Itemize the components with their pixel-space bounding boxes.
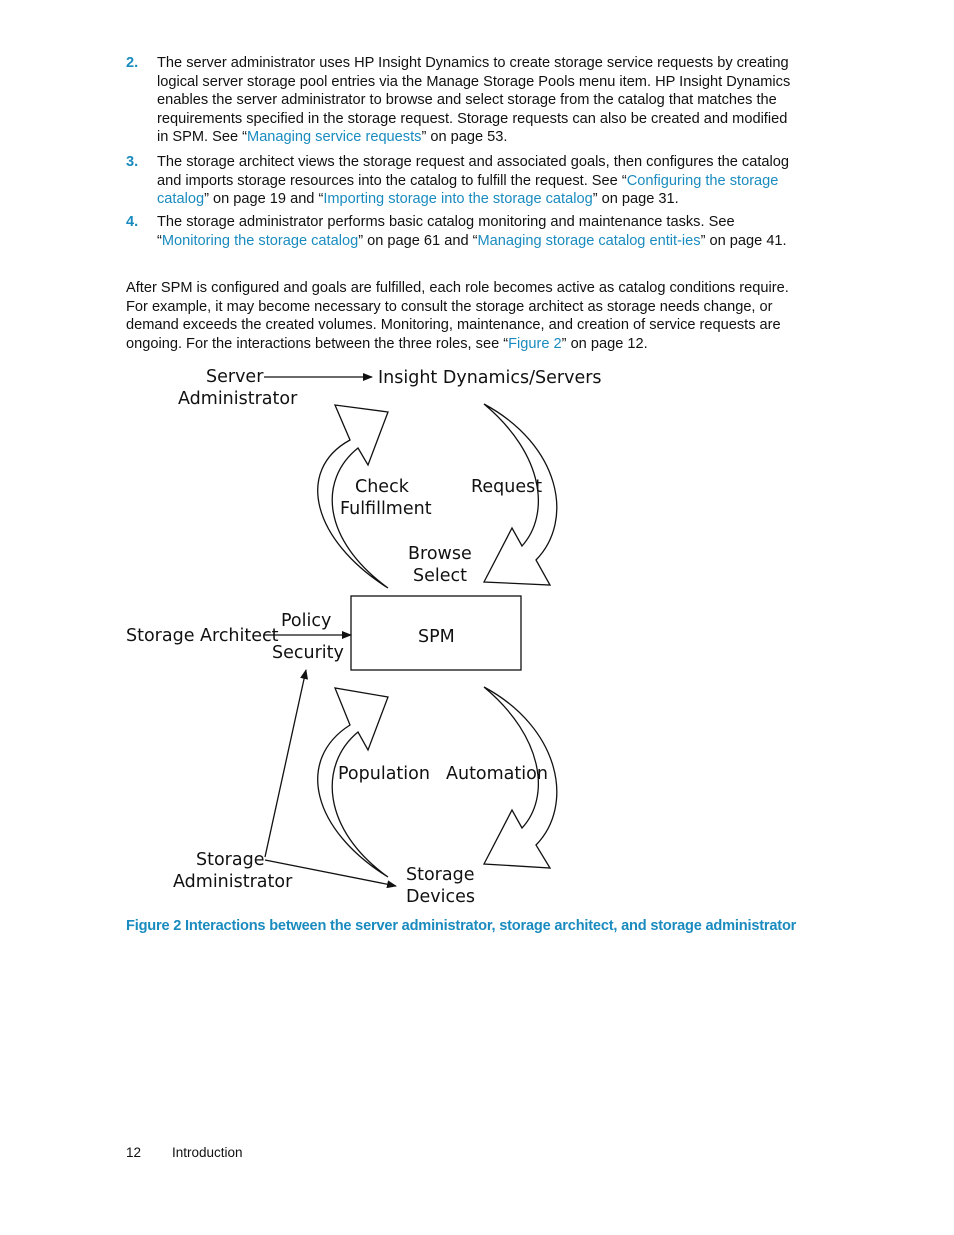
label-storage-administrator: Administrator [173,872,293,892]
text-run: ” on page 12. [561,335,648,352]
label-storage-devices-2: Devices [406,887,475,907]
link-managing-catalog-entities[interactable]: Managing storage catalog entit-ies [477,232,701,249]
text-run: The storage administrator performs basic catalog monitoring and maintenance tasks. See “ [157,214,735,249]
link-configuring-storage-catalog[interactable]: Configuring the storage catalog [157,172,779,208]
footer-section: Introduction [172,1145,243,1160]
label-server: Server [206,367,264,387]
text-run: ” on page 53. [421,129,508,146]
admin-to-security-arrow [265,670,306,857]
text-run: ” on page 61 and “ [358,232,478,249]
text-run: ” on page 31. [592,191,679,208]
label-check: Check [355,477,409,497]
label-policy: Policy [281,611,332,631]
label-population: Population [338,764,430,784]
label-insight-dynamics: Insight Dynamics/Servers [378,368,602,388]
text-run: The server administrator uses HP Insight Dynamics to create storage service requests by creating logical server storage pool entries via the Manage Storage Pools menu item. HP Insight Dynamics enables the server administrator to browse and select storage from the catalog that matches the requirements specified in the storage request. Storage requests can also be created and modified in SPM. See “ [157,55,791,146]
text-run: After SPM is configured and goals are fulfilled, each role becomes active as catalog conditions require. For example, it may become necessary to consult the storage architect as storage needs change, or demand exceeds the created volumes. Monitoring, maintenance, and creation of service requests are ongoing. For the interactions between the three roles, see “ [126,280,789,352]
label-fulfillment: Fulfillment [340,499,432,519]
text-run: ” on page 19 and “ [204,191,324,208]
link-figure-2[interactable]: Figure 2 [508,335,562,352]
label-administrator: Administrator [178,389,298,409]
label-automation: Automation [446,764,548,784]
link-importing-storage[interactable]: Importing storage into the storage catalog [323,191,593,208]
label-storage: Storage [196,850,265,870]
figure-caption: Figure 2 Interactions between the server administrator, storage architect, and storage administrator [126,918,797,934]
list-number: 2. [126,55,139,71]
label-storage-architect: Storage Architect [126,626,279,646]
label-browse: Browse [408,544,472,564]
label-spm: SPM [418,627,455,647]
list-number: 4. [126,214,139,230]
link-managing-service-requests[interactable]: Managing service requests [247,129,422,146]
list-number: 3. [126,154,139,170]
label-select: Select [413,566,467,586]
link-monitoring-storage-catalog[interactable]: Monitoring the storage catalog [161,232,359,249]
text-run: The storage architect views the storage request and associated goals, then configures the catalog and imports storage resources into the catalog to fulfill the request. See “ [157,154,789,189]
label-request: Request [471,477,543,497]
text-run: ” on page 41. [700,232,787,249]
label-storage-devices-1: Storage [406,865,475,885]
label-security: Security [272,643,344,663]
page-number: 12 [126,1145,142,1160]
